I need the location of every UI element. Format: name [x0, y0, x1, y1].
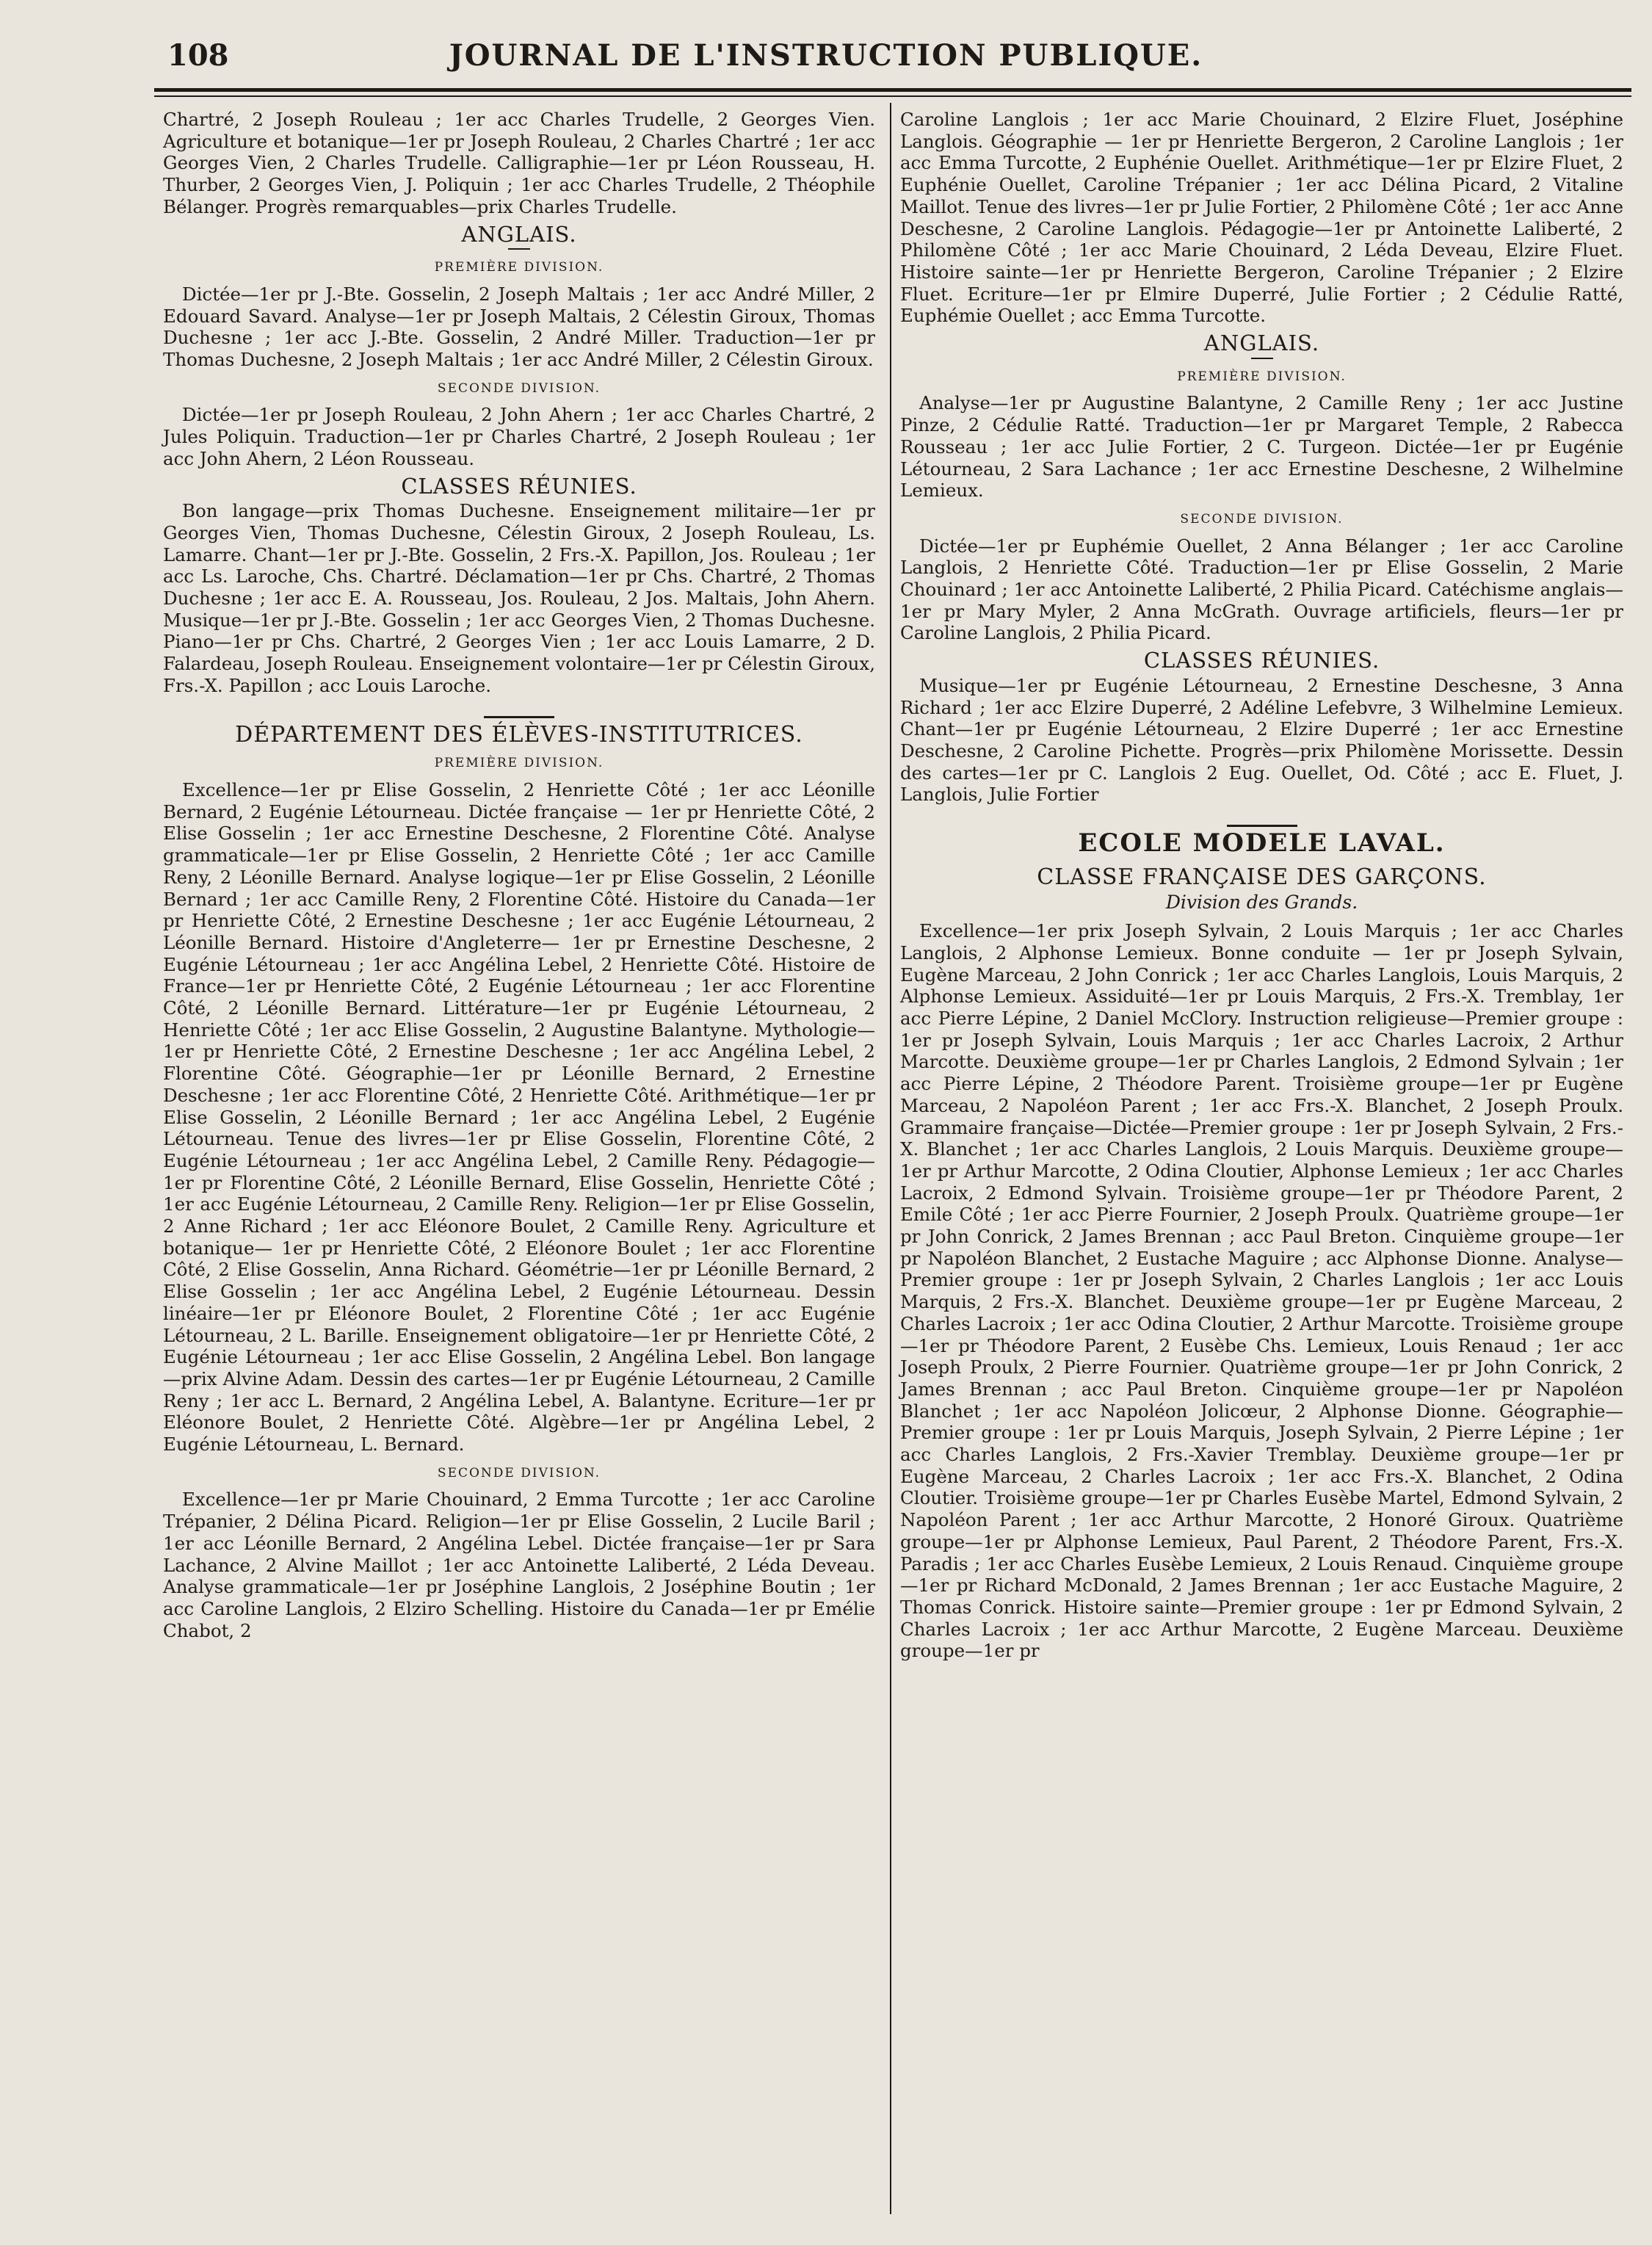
division-title: Division des Grands.	[1165, 891, 1358, 913]
left-paragraph-1: Dictée—1er pr J.-Bte. Gosselin, 2 Joseph Maltais ; 1er acc André Miller, 2 Edouard Savard. Analyse—1er pr Joseph Maltais, 2 Célestin Giroux, Thomas Duchesne ; 1er acc J.-Bte. Gosselin, 2 André Miller. Traduction—1er pr Thomas Duchesne, 2 Joseph Maltais ; 1er acc André Miller, 2 Célestin Giroux.	[163, 283, 875, 371]
left-paragraph-0: Chartré, 2 Joseph Rouleau ; 1er acc Charles Trudelle, 2 Georges Vien. Agriculture et botanique—1er pr Joseph Rouleau, 2 Charles Chartré ; 1er acc Georges Vien, 2 Charles Trudelle. Calligraphie—1er pr Léon Rousseau, H. Thurber, 2 Georges Vien, J. Poliquin ; 1er acc Charles Trudelle, 2 Théophile Bélanger. Progrès remarquables—prix Charles Trudelle.	[163, 109, 875, 217]
left-paragraph-5: Excellence—1er pr Marie Chouinard, 2 Emma Turcotte ; 1er acc Caroline Trépanier, 2 Délina Picard. Religion—1er pr Elise Gosselin, 2 Lucile Baril ; 1er acc Léonille Bernard, 2 Angélina Lebel. Dictée française—1er pr Sara Lachance, 2 Alvine Maillot ; 1er acc Antoinette Laliberté, 2 Léda Deveau. Analyse grammaticale—1er pr Joséphine Langlois, 2 Joséphine Boutin ; 1er acc Caroline Langlois, 2 Elziro Schelling. Histoire du Canada—1er pr Emélie Chabot, 2	[163, 1489, 875, 1641]
section-rule	[484, 716, 554, 718]
section-heading-classe-francaise: CLASSE FRANÇAISE DES GARÇONS.	[1037, 864, 1487, 890]
left-paragraph-2: Dictée—1er pr Joseph Rouleau, 2 John Ahern ; 1er acc Charles Chartré, 2 Jules Poliquin. Traduction—1er pr Charles Chartré, 2 Joseph Rouleau ; 1er acc John Ahern, 2 Léon Rousseau.	[163, 404, 875, 469]
subheading-premiere-division: PREMIÈRE DIVISION.	[434, 756, 604, 771]
header-rule-thick	[154, 88, 1631, 92]
section-heading-departement: DÉPARTEMENT DES ÉLÈVES-INSTITUTRICES.	[235, 721, 803, 748]
section-rule	[1227, 825, 1297, 827]
subheading-seconde-division: SECONDE DIVISION.	[437, 1465, 601, 1481]
left-paragraph-3: Bon langage—prix Thomas Duchesne. Enseignement militaire—1er pr Georges Vien, Thomas Duchesne, Célestin Giroux, 2 Joseph Rouleau, Ls. Lamarre. Chant—1er pr J.-Bte. Gosselin, 2 Frs.-X. Papillon, Jos. Rouleau ; 1er acc Ls. Laroche, Chs. Chartré. Déclamation—1er pr Chs. Chartré, 2 Thomas Duchesne ; 1er acc E. A. Rousseau, Jos. Rouleau, 2 Jos. Maltais, John Ahern. Musique—1er pr J.-Bte. Gosselin ; 1er acc Georges Vien, 2 Thomas Duchesne. Piano—1er pr Chs. Chartré, 2 Georges Vien ; 1er acc Louis Lamarre, 2 D. Falardeau, Joseph Rouleau. Enseignement volontaire—1er pr Célestin Giroux, Frs.-X. Papillon ; acc Louis Laroche.	[163, 500, 875, 696]
left-column	[163, 109, 875, 1641]
subheading-premiere-division: PREMIÈRE DIVISION.	[434, 260, 604, 275]
header-rule-thin	[154, 95, 1631, 97]
right-paragraph-2: Dictée—1er pr Euphémie Ouellet, 2 Anna Bélanger ; 1er acc Caroline Langlois, 2 Henriette Côté. Traduction—1er pr Elise Gosselin, 2 Marie Chouinard ; 1er acc Antoinette Laliberté, 2 Philia Picard. Catéchisme anglais—1er pr Mary Myler, 2 Anna McGrath. Ouvrage artificiels, fleurs—1er pr Caroline Langlois, 2 Philia Picard.	[900, 535, 1623, 644]
right-paragraph-4: Excellence—1er prix Joseph Sylvain, 2 Louis Marquis ; 1er acc Charles Langlois, 2 Alphonse Lemieux. Bonne conduite — 1er pr Joseph Sylvain, Eugène Marceau, 2 John Conrick ; 1er acc Charles Langlois, Louis Marquis, 2 Alphonse Lemieux. Assiduité—1er pr Louis Marquis, 2 Frs.-X. Tremblay, 1er acc Pierre Lépine, 2 Daniel McClory. Instruction religieuse—Premier groupe : 1er pr Joseph Sylvain, Louis Marquis ; 1er acc Charles Lacroix, 2 Arthur Marcotte. Deuxième groupe—1er pr Charles Langlois, 2 Edmond Sylvain ; 1er acc Pierre Lépine, 2 Théodore Parent. Troisième groupe—1er pr Eugène Marceau, 2 Napoléon Parent ; 1er acc Frs.-X. Blanchet, 2 Joseph Proulx. Grammaire française—Dictée—Premier groupe : 1er pr Joseph Sylvain, 2 Frs.-X. Blanchet ; 1er acc Charles Langlois, 2 Louis Marquis. Deuxième groupe—1er pr Arthur Marcotte, 2 Odina Cloutier, Alphonse Lemieux ; 1er acc Charles Lacroix, 2 Edmond Sylvain. Troisième groupe—1er pr Théodore Parent, 2 Emile Côté ; 1er acc Pierre Fournier, 2 Joseph Proulx. Quatrième groupe—1er pr John Conrick, 2 James Brennan ; acc Paul Breton. Cinquième groupe—1er pr Napoléon Blanchet, 2 Eustache Maguire ; acc Alphonse Dionne. Analyse—Premier groupe : 1er pr Joseph Sylvain, 2 Charles Langlois ; 1er acc Louis Marquis, 2 Frs.-X. Blanchet. Deuxième groupe—1er pr Eugène Marceau, 2 Charles Lacroix ; 1er acc Odina Cloutier, 2 Arthur Marcotte. Troisième groupe—1er pr Théodore Parent, 2 Eusèbe Chs. Lemieux, Louis Renaud ; 1er acc Joseph Proulx, 2 Pierre Fournier. Quatrième groupe—1er pr John Conrick, 2 James Brennan ; acc Paul Breton. Cinquième groupe—1er pr Napoléon Blanchet ; 1er acc Napoléon Jolicœur, 2 Alphonse Dionne. Géographie—Premier groupe : 1er pr Louis Marquis, Joseph Sylvain, 2 Pierre Lépine ; 1er acc Charles Langlois, 2 Frs.-Xavier Tremblay. Deuxième groupe—1er pr Eugène Marceau, 2 Charles Lacroix ; 1er acc Frs.-X. Blanchet, 2 Odina Cloutier. Troisième groupe—1er pr Charles Eusèbe Martel, Edmond Sylvain, 2 Napoléon Parent ; 1er acc Arthur Marcotte, 2 Honoré Giroux. Quatrième groupe—1er pr Alphonse Lemieux, Paul Parent, 2 Théodore Parent, Frs.-X. Paradis ; 1er acc Charles Eusèbe Lemieux, 2 Louis Renaud. Cinquième groupe—1er pr Richard McDonald, 2 James Brennan ; 1er acc Eustache Maguire, 2 Thomas Conrick. Histoire sainte—Premier groupe : 1er pr Edmond Sylvain, 2 Charles Lacroix ; 1er acc Arthur Marcotte, 2 Eugène Marceau. Deuxième groupe—1er pr	[900, 920, 1623, 1662]
divider-dash	[1251, 358, 1273, 359]
section-heading-ecole-modele: ECOLE MODELE LAVAL.	[1078, 828, 1446, 858]
section-heading-anglais: ANGLAIS.	[461, 221, 577, 247]
subheading-seconde-division: SECONDE DIVISION.	[437, 380, 601, 396]
subheading-premiere-division: PREMIÈRE DIVISION.	[1177, 369, 1347, 384]
page-number: 108	[167, 38, 229, 73]
page-header	[0, 38, 1652, 82]
right-column	[900, 109, 1623, 1662]
journal-title: JOURNAL DE L'INSTRUCTION PUBLIQUE.	[449, 38, 1203, 73]
right-paragraph-0: Caroline Langlois ; 1er acc Marie Chouinard, 2 Elzire Fluet, Joséphine Langlois. Géographie — 1er pr Henriette Bergeron, 2 Caroline Langlois ; 1er acc Emma Turcotte, 2 Euphénie Ouellet. Arithmétique—1er pr Elzire Fluet, 2 Euphénie Ouellet, Caroline Trépanier ; 1er acc Délina Picard, 2 Vitaline Maillot. Tenue des livres—1er pr Julie Fortier, 2 Philomène Côté ; 1er acc Anne Deschesne, 2 Caroline Langlois. Pédagogie—1er pr Antoinette Laliberté, 2 Philomène Côté ; 1er acc Marie Chouinard, 2 Léda Deveau, Elzire Fluet. Histoire sainte—1er pr Henriette Bergeron, Caroline Trépanier ; 2 Elzire Fluet. Ecriture—1er pr Elmire Duperré, Julie Fortier ; 2 Cédulie Ratté, Euphémie Ouellet ; acc Emma Turcotte.	[900, 109, 1623, 327]
section-heading-classes-reunies: CLASSES RÉUNIES.	[1143, 648, 1380, 673]
section-heading-anglais: ANGLAIS.	[1203, 330, 1320, 356]
subheading-seconde-division: SECONDE DIVISION.	[1180, 511, 1344, 527]
left-paragraph-4: Excellence—1er pr Elise Gosselin, 2 Henriette Côté ; 1er acc Léonille Bernard, 2 Eugénie Létourneau. Dictée française — 1er pr Henriette Côté, 2 Elise Gosselin ; 1er acc Ernestine Deschesne, 2 Florentine Côté. Analyse grammaticale—1er pr Elise Gosselin, 2 Henriette Côté ; 1er acc Camille Reny, 2 Léonille Bernard. Analyse logique—1er pr Elise Gosselin, 2 Léonille Bernard ; 1er acc Camille Reny, 2 Florentine Côté. Histoire du Canada—1er pr Henriette Côté, 2 Ernestine Deschesne ; 1er acc Eugénie Létourneau, 2 Léonille Bernard. Histoire d'Angleterre— 1er pr Ernestine Deschesne, 2 Eugénie Létourneau ; 1er acc Angélina Lebel, 2 Henriette Côté. Histoire de France—1er pr Henriette Côté, 2 Eugénie Létourneau ; 1er acc Florentine Côté, 2 Léonille Bernard. Littérature—1er pr Eugénie Létourneau, 2 Henriette Côté ; 1er acc Elise Gosselin, 2 Augustine Balantyne. Mythologie—1er pr Henriette Côté, 2 Ernestine Deschesne ; 1er acc Angélina Lebel, 2 Florentine Côté. Géographie—1er pr Léonille Bernard, 2 Ernestine Deschesne ; 1er acc Florentine Côté, 2 Henriette Côté. Arithmétique—1er pr Elise Gosselin, 2 Léonille Bernard ; 1er acc Angélina Lebel, 2 Eugénie Létourneau. Tenue des livres—1er pr Elise Gosselin, Florentine Côté, 2 Eugénie Létourneau ; 1er acc Angélina Lebel, 2 Camille Reny. Pédagogie—1er pr Florentine Côté, 2 Léonille Bernard, Elise Gosselin, Henriette Côté ; 1er acc Eugénie Létourneau, 2 Camille Reny. Religion—1er pr Elise Gosselin, 2 Anne Richard ; 1er acc Eléonore Boulet, 2 Camille Reny. Agriculture et botanique— 1er pr Henriette Côté, 2 Eléonore Boulet ; 1er acc Florentine Côté, 2 Elise Gosselin, Anna Richard. Géométrie—1er pr Léonille Bernard, 2 Elise Gosselin ; 1er acc Angélina Lebel, 2 Eugénie Létourneau. Dessin linéaire—1er pr Eléonore Boulet, 2 Florentine Côté ; 1er acc Eugénie Létourneau, 2 L. Barille. Enseignement obligatoire—1er pr Henriette Côté, 2 Eugénie Létourneau ; 1er acc Elise Gosselin, 2 Angélina Lebel. Bon langage—prix Alvine Adam. Dessin des cartes—1er pr Eugénie Létourneau, 2 Camille Reny ; 1er acc L. Bernard, 2 Angélina Lebel, A. Balantyne. Ecriture—1er pr Eléonore Boulet, 2 Henriette Côté. Algèbre—1er pr Angélina Lebel, 2 Eugénie Létourneau, L. Bernard.	[163, 778, 875, 1456]
right-paragraph-1: Analyse—1er pr Augustine Balantyne, 2 Camille Reny ; 1er acc Justine Pinze, 2 Cédulie Ratté. Traduction—1er pr Margaret Temple, 2 Rabecca Rousseau ; 1er acc Julie Fortier, 2 C. Turgeon. Dictée—1er pr Eugénie Létourneau, 2 Sara Lachance ; 1er acc Ernestine Deschesne, 2 Wilhelmine Lemieux.	[900, 392, 1623, 502]
divider-dash	[508, 248, 530, 250]
section-heading-classes-reunies: CLASSES RÉUNIES.	[401, 473, 637, 499]
right-paragraph-3: Musique—1er pr Eugénie Létourneau, 2 Ernestine Deschesne, 3 Anna Richard ; 1er acc Elzire Duperré, 2 Adéline Lefebvre, 3 Wilhelmine Lemieux. Chant—1er pr Eugénie Létourneau, 2 Elzire Duperré ; 1er acc Ernestine Deschesne, 2 Caroline Pichette. Progrès—prix Philomène Morissette. Dessin des cartes—1er pr C. Langlois 2 Eug. Ouellet, Od. Côté ; acc E. Fluet, J. Langlois, Julie Fortier	[900, 674, 1623, 806]
column-divider	[890, 103, 891, 2214]
